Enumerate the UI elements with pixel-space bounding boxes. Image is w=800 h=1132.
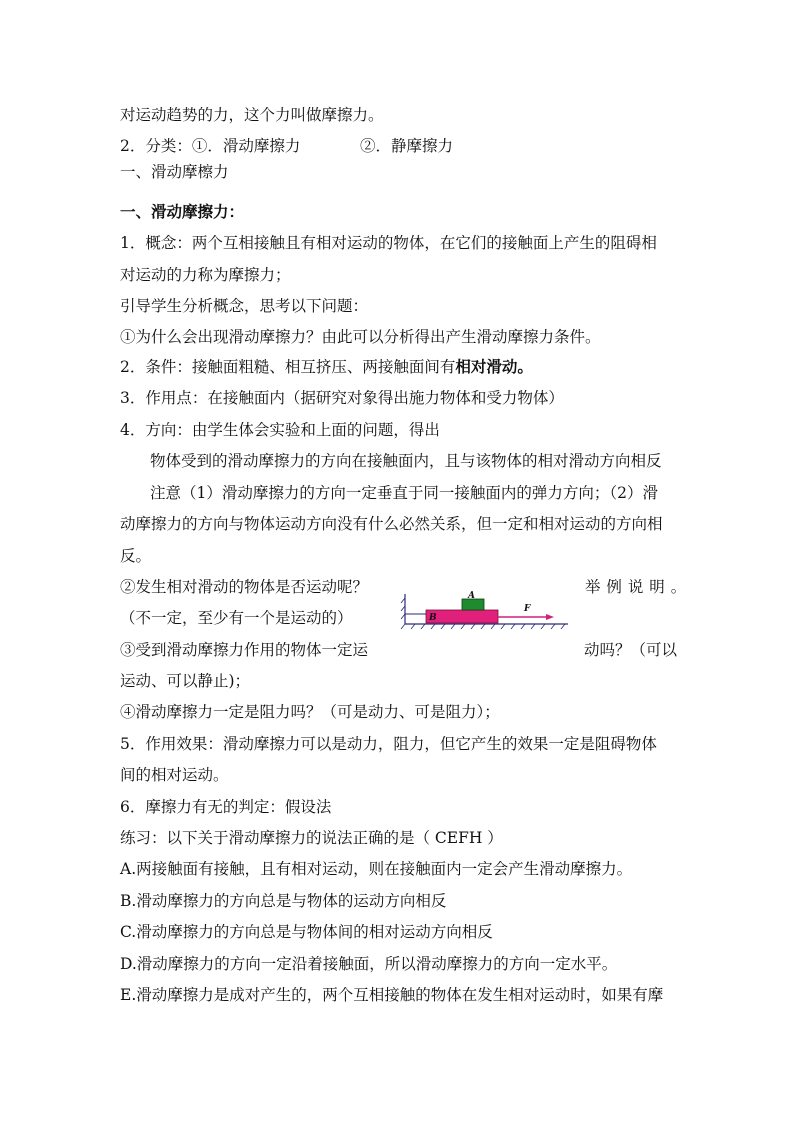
classification-static: ②．静摩擦力 [360,137,454,155]
direction-line: 4．方向：由学生体会实验和上面的问题，得出 [120,421,440,439]
condition-bold: 相对滑动。 [455,357,533,376]
classification-kinetic: 2．分类：①．滑动摩擦力 [120,137,301,155]
question-4: ④滑动摩擦力一定是阻力吗？（可是动力、可是阻力）； [120,703,500,721]
question-1: ①为什么会出现滑动摩擦力？由此可以分析得出产生滑动摩擦力条件。 [120,328,601,346]
question-2-right: 举 例 说 明 。 [585,578,687,596]
judgement-line: 6．摩擦力有无的判定：假设法 [120,798,332,816]
action-point-line: 3．作用点：在接触面内（据研究对象得出施力物体和受力物体） [120,389,564,407]
option-c: C.滑动摩擦力的方向总是与物体间的相对运动方向相反 [120,923,493,941]
label-b: B [429,613,437,623]
option-d: D.滑动摩擦力的方向一定沿着接触面，所以滑动摩擦力的方向一定水平。 [120,955,618,973]
exercise-question: 练习：以下关于滑动摩擦力的说法正确的是（ CEFH ） [120,829,503,847]
effect-line-2: 间的相对运动。 [120,766,229,784]
direction-conclusion: 物体受到的滑动摩擦力的方向在接触面内，且与该物体的相对滑动方向相反 [150,452,662,470]
question-3-right: 动吗？（可以 [584,641,678,659]
question-3: ③受到滑动摩擦力作用的物体一定运 [120,641,369,659]
text-line: 对运动趋势的力，这个力叫做摩擦力。 [120,106,384,124]
label-a: A [468,591,475,601]
question-2-answer: （不一定，至少有一个是运动的） [120,609,353,627]
block-b [426,610,498,623]
option-a: A.两接触面有接触，且有相对运动，则在接触面内一定会产生滑动摩擦力。 [120,860,633,878]
condition-line [120,356,533,378]
guide-line: 引导学生分析概念，思考以下问题： [120,297,369,315]
condition-text: 2．条件：接触面粗糙、相互挤压、两接触面间有 [120,358,456,376]
section-heading: 一、滑动摩檫力 [120,163,229,181]
force-arrow-head [546,614,554,620]
section-title: 一、滑动摩擦力： [120,202,245,221]
classification-line [120,135,454,157]
question-2: ②发生相对滑动的物体是否运动呢？ [120,578,369,596]
concept-line-1: 1．概念：两个互相接触且有相对运动的物体，在它们的接触面上产生的阻碍相 [120,234,657,252]
question-3-answer: 运动、可以静止)； [120,672,251,690]
concept-line-2: 对运动的力称为摩擦力； [120,266,291,284]
block-diagram [400,590,572,634]
effect-line-1: 5．作用效果：滑动摩擦力可以是动力，阻力，但它产生的效果一定是阻碍物体 [120,735,657,753]
label-f: F [524,604,531,614]
note-line-2: 动摩擦力的方向与物体运动方向没有什么必然关系，但一定和相对运动的方向相 [120,515,663,533]
option-b: B.滑动摩擦力的方向总是与物体的运动方向相反 [120,892,447,910]
note-line-3: 反。 [120,547,152,565]
note-line-1: 注意（1）滑动摩擦力的方向一定垂直于同一接触面内的弹力方向；（2）滑 [150,484,658,502]
option-e: E.滑动摩擦力是成对产生的，两个互相接触的物体在发生相对运动时，如果有摩 [120,986,664,1004]
